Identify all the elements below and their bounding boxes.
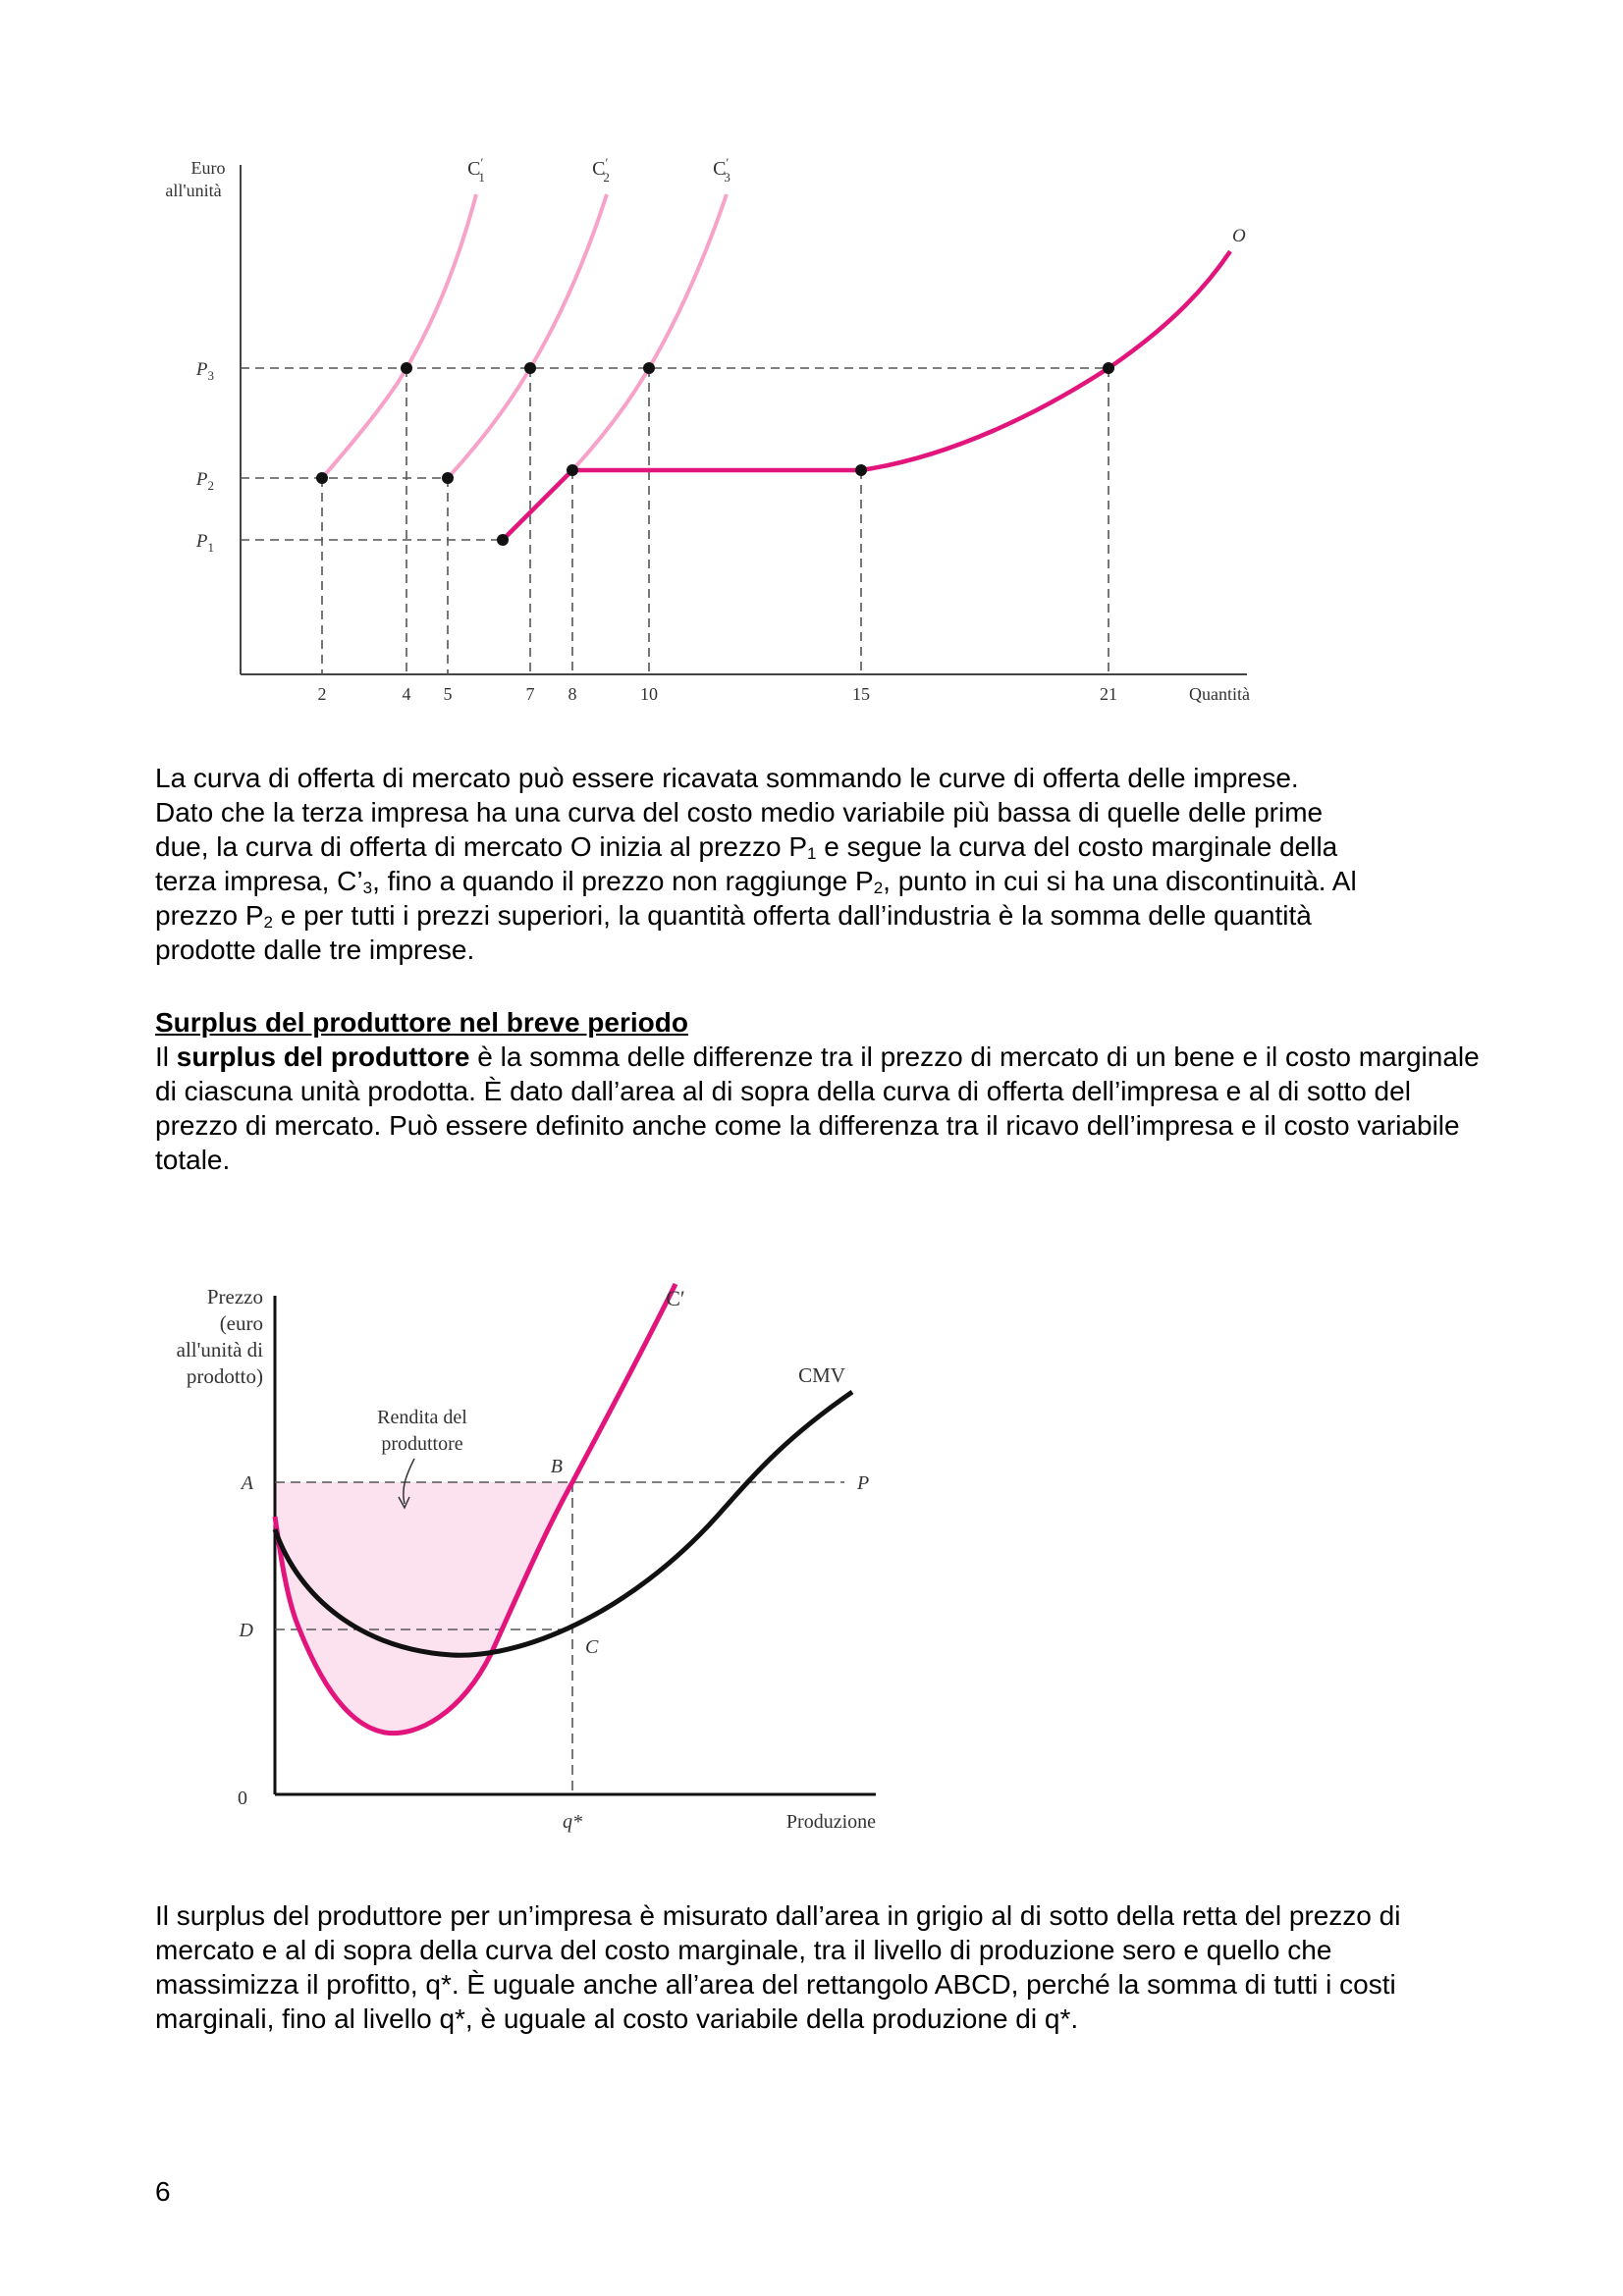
price-line-label: P (857, 1472, 870, 1494)
y-axis-label-2: all'unità (165, 181, 222, 200)
avc-label: CMV (798, 1363, 845, 1387)
tick-5: 5 (443, 684, 453, 704)
svg-text:all'unità di: all'unità di (176, 1338, 263, 1362)
p1-line-2: Dato che la terza impresa ha una curva del costo medio variabile più bassa di quelle delle prime (155, 797, 1324, 828)
market-supply-chart (137, 147, 1257, 717)
curve-c1 (322, 194, 476, 478)
tick-21: 21 (1100, 684, 1117, 704)
svg-text:Prezzo: Prezzo (206, 1285, 263, 1308)
mc-label: C′ (666, 1286, 685, 1310)
tick-2: 2 (317, 684, 327, 704)
label-supply: O (1232, 226, 1246, 246)
p1-line-1: La curva di offerta di mercato può essere ricavata sommando le curve di offerta delle imprese. (155, 763, 1299, 793)
svg-text:prodotto): prodotto) (186, 1364, 263, 1388)
p1-line-5: prezzo $P_2$ e per tutti i prezzi superiori, la quantità offerta dall’industria è la somma delle quantità (155, 900, 1312, 932)
page-number: 6 (155, 2176, 171, 2207)
tick-4: 4 (402, 684, 411, 704)
x-axis-label: Produzione (785, 1811, 876, 1833)
label-p3: $P_3$ (195, 359, 214, 383)
y-axis-label (177, 1285, 264, 1388)
producer-surplus-chart (137, 1276, 903, 1845)
label-p1: $P_1$ (195, 531, 214, 555)
paragraph-producer-surplus: Il surplus del produttore è la somma delle differenze tra il prezzo di mercato di un bene e il costo marginale di ciascuna unità prodotta. È dato dall’area al di sopra della curva di offerta dell’impresa e al di sotto del prezzo di mercato. Può essere definito anche come la differenza tra il ricavo dell’impresa e il costo variabile totale. (155, 1041, 1480, 1175)
point-c: C (585, 1636, 599, 1658)
svg-text:Rendita del: Rendita del (377, 1407, 467, 1428)
svg-text:produttore: produttore (381, 1433, 463, 1455)
tick-8: 8 (568, 684, 577, 704)
section-heading: Surplus del produttore nel breve periodo (155, 1007, 688, 1038)
price-guides (241, 368, 1109, 674)
tick-15: 15 (852, 684, 870, 704)
point-b: B (550, 1456, 563, 1477)
x-tick-labels (318, 684, 1118, 704)
intersection-dots (316, 362, 1114, 546)
point-a: A (241, 1472, 253, 1494)
p1-line-6: prodotte dalle tre imprese. (155, 934, 475, 965)
tick-10: 10 (640, 684, 658, 704)
q-star-label: q* (563, 1811, 582, 1833)
paragraph-surplus-measure: Il surplus del produttore per un’impresa è misurato dall’area in grigio al di sotto della retta del prezzo di mercato e al di sopra della curva del costo marginale, tra il livello di produzione sero e quello che massimizza il profitto, q*. È uguale anche all’area del rettangolo ABCD, perché la somma di tutti i costi marginali, fino al livello q*, è uguale al costo variabile della produzione di q*. (155, 1900, 1401, 2034)
area-label (377, 1407, 467, 1455)
label-p2: $P_2$ (195, 469, 214, 493)
p1-line-3: due, la curva di offerta di mercato O inizia al prezzo $P_1$ e segue la curva del costo marginale della (155, 831, 1338, 863)
paragraph-market-supply (155, 761, 1490, 967)
label-c2: C′ 2 (592, 155, 610, 185)
svg-text:(euro: (euro (219, 1311, 263, 1335)
x-axis-label: Quantità (1189, 684, 1250, 704)
surplus-area (275, 1482, 572, 1734)
tick-7: 7 (525, 684, 535, 704)
label-c3: C′ 3 (713, 155, 730, 185)
point-d: D (239, 1620, 253, 1641)
origin-label: 0 (238, 1788, 247, 1809)
market-supply-curve (503, 251, 1230, 540)
label-c1: C′ 1 (467, 155, 485, 185)
y-axis-label-1: Euro (190, 158, 226, 178)
curve-c2 (448, 194, 607, 478)
p1-line-4: terza impresa, $C’_3$, fino a quando il prezzo non raggiunge $P_2$, punto in cui si ha una discontinuità. Al (155, 866, 1357, 897)
